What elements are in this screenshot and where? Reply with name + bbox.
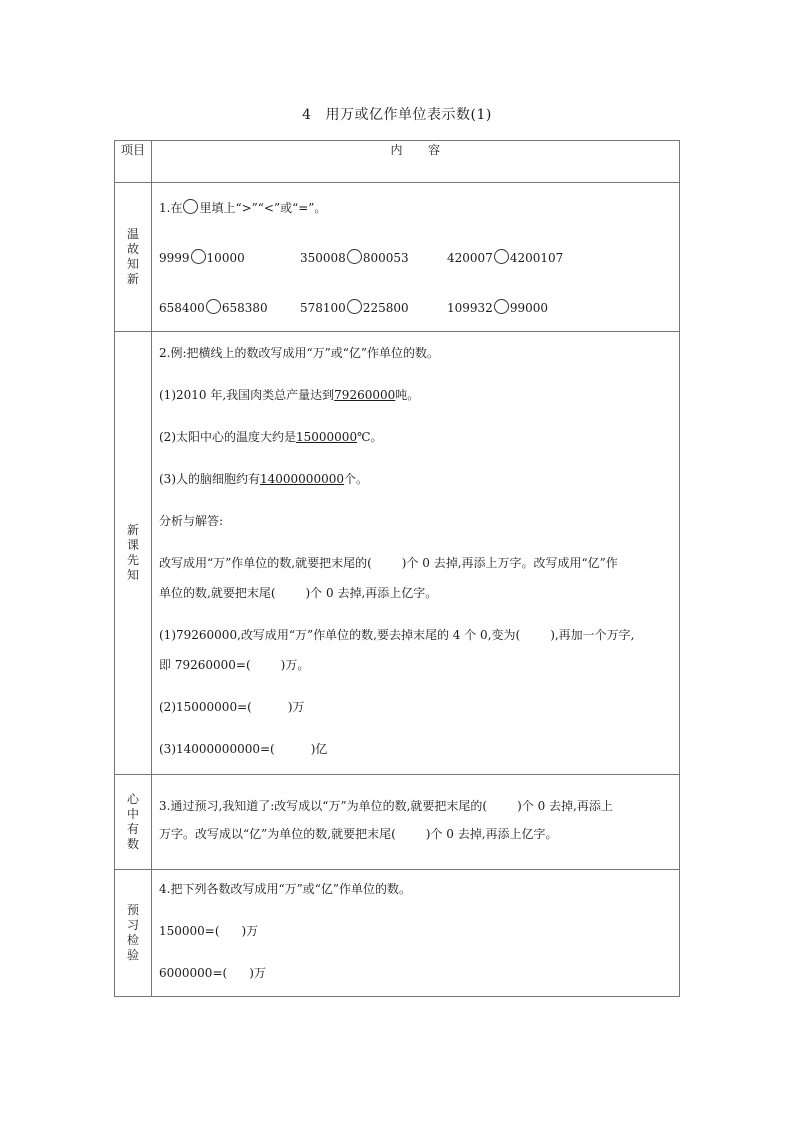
example-2: (2)太阳中心的温度大约是15000000℃。 <box>159 430 383 444</box>
worksheet-table <box>114 140 680 997</box>
exercise-2: 6000000=( )万 <box>159 966 266 980</box>
compare-item[interactable]: 420007 4200107 <box>447 251 564 265</box>
section-content-check <box>152 870 680 997</box>
lesson-title: 用万或亿作单位表示数(1) <box>325 107 492 123</box>
section-check-row <box>115 870 680 997</box>
compare-item[interactable]: 109932 99000 <box>447 301 548 315</box>
header-item: 项目 <box>115 141 152 183</box>
compare-item[interactable]: 578100 225800 <box>300 301 409 315</box>
section-summary-row <box>115 775 680 870</box>
answer-3: (3)14000000000=( )亿 <box>159 742 328 756</box>
analysis-line-2: 单位的数,就要把末尾( )个 0 去掉,再添上亿字。 <box>159 586 438 600</box>
compare-item[interactable]: 350008 800053 <box>300 251 409 265</box>
answer-2: (2)15000000=( )万 <box>159 700 305 714</box>
section-label-summary: 心 中 有 数 <box>115 775 152 870</box>
section-label-new-lesson: 新 课 先 知 <box>115 332 152 775</box>
circle-icon <box>183 199 198 214</box>
header-row <box>115 141 680 183</box>
section-content-new-lesson <box>152 332 680 775</box>
compare-circle-icon[interactable] <box>206 299 221 314</box>
header-content: 内 容 <box>152 141 680 183</box>
compare-circle-icon[interactable] <box>347 299 362 314</box>
question-3-line-1: 3.通过预习,我知道了:改写成以“万”为单位的数,就要把末尾的( )个 0 去掉,再添上 <box>159 799 613 813</box>
lesson-number: 4 <box>302 107 312 123</box>
exercise-1: 150000=( )万 <box>159 924 259 938</box>
compare-circle-icon[interactable] <box>191 249 206 264</box>
question-3-line-2: 万字。改写成以“亿”为单位的数,就要把末尾( )个 0 去掉,再添上亿字。 <box>159 827 558 841</box>
answer-1: (1)79260000,改写成用“万”作单位的数,要去掉末尾的 4 个 0,变为( ),再加一个万字, <box>159 628 635 642</box>
compare-circle-icon[interactable] <box>494 249 509 264</box>
compare-circle-icon[interactable] <box>347 249 362 264</box>
section-content-summary <box>152 775 680 870</box>
question-1: 1.在 里填上“>”“<”或“=”。 <box>159 201 327 215</box>
example-1: (1)2010 年,我国肉类总产量达到79260000吨。 <box>159 388 420 402</box>
example-3: (3)人的脑细胞约有14000000000个。 <box>159 472 368 486</box>
analysis-line-1: 改写成用“万”作单位的数,就要把末尾的( )个 0 去掉,再添上万字。改写成用“亿”作 <box>159 556 618 570</box>
answer-1-cont: 即 79260000=( )万。 <box>159 658 310 672</box>
question-4: 4.把下列各数改写成用“万”或“亿”作单位的数。 <box>159 882 411 896</box>
analysis-heading: 分析与解答: <box>159 514 224 528</box>
compare-item[interactable]: 658400 658380 <box>159 301 268 315</box>
section-label-review: 温 故 知 新 <box>115 183 152 332</box>
question-2: 2.例:把横线上的数改写成用“万”或“亿”作单位的数。 <box>159 346 440 360</box>
section-review-row <box>115 183 680 332</box>
page-title <box>0 104 794 124</box>
section-label-check: 预 习 检 验 <box>115 870 152 997</box>
compare-circle-icon[interactable] <box>494 299 509 314</box>
compare-item[interactable]: 9999 10000 <box>159 251 245 265</box>
section-content-review <box>152 183 680 332</box>
section-new-lesson-row <box>115 332 680 775</box>
